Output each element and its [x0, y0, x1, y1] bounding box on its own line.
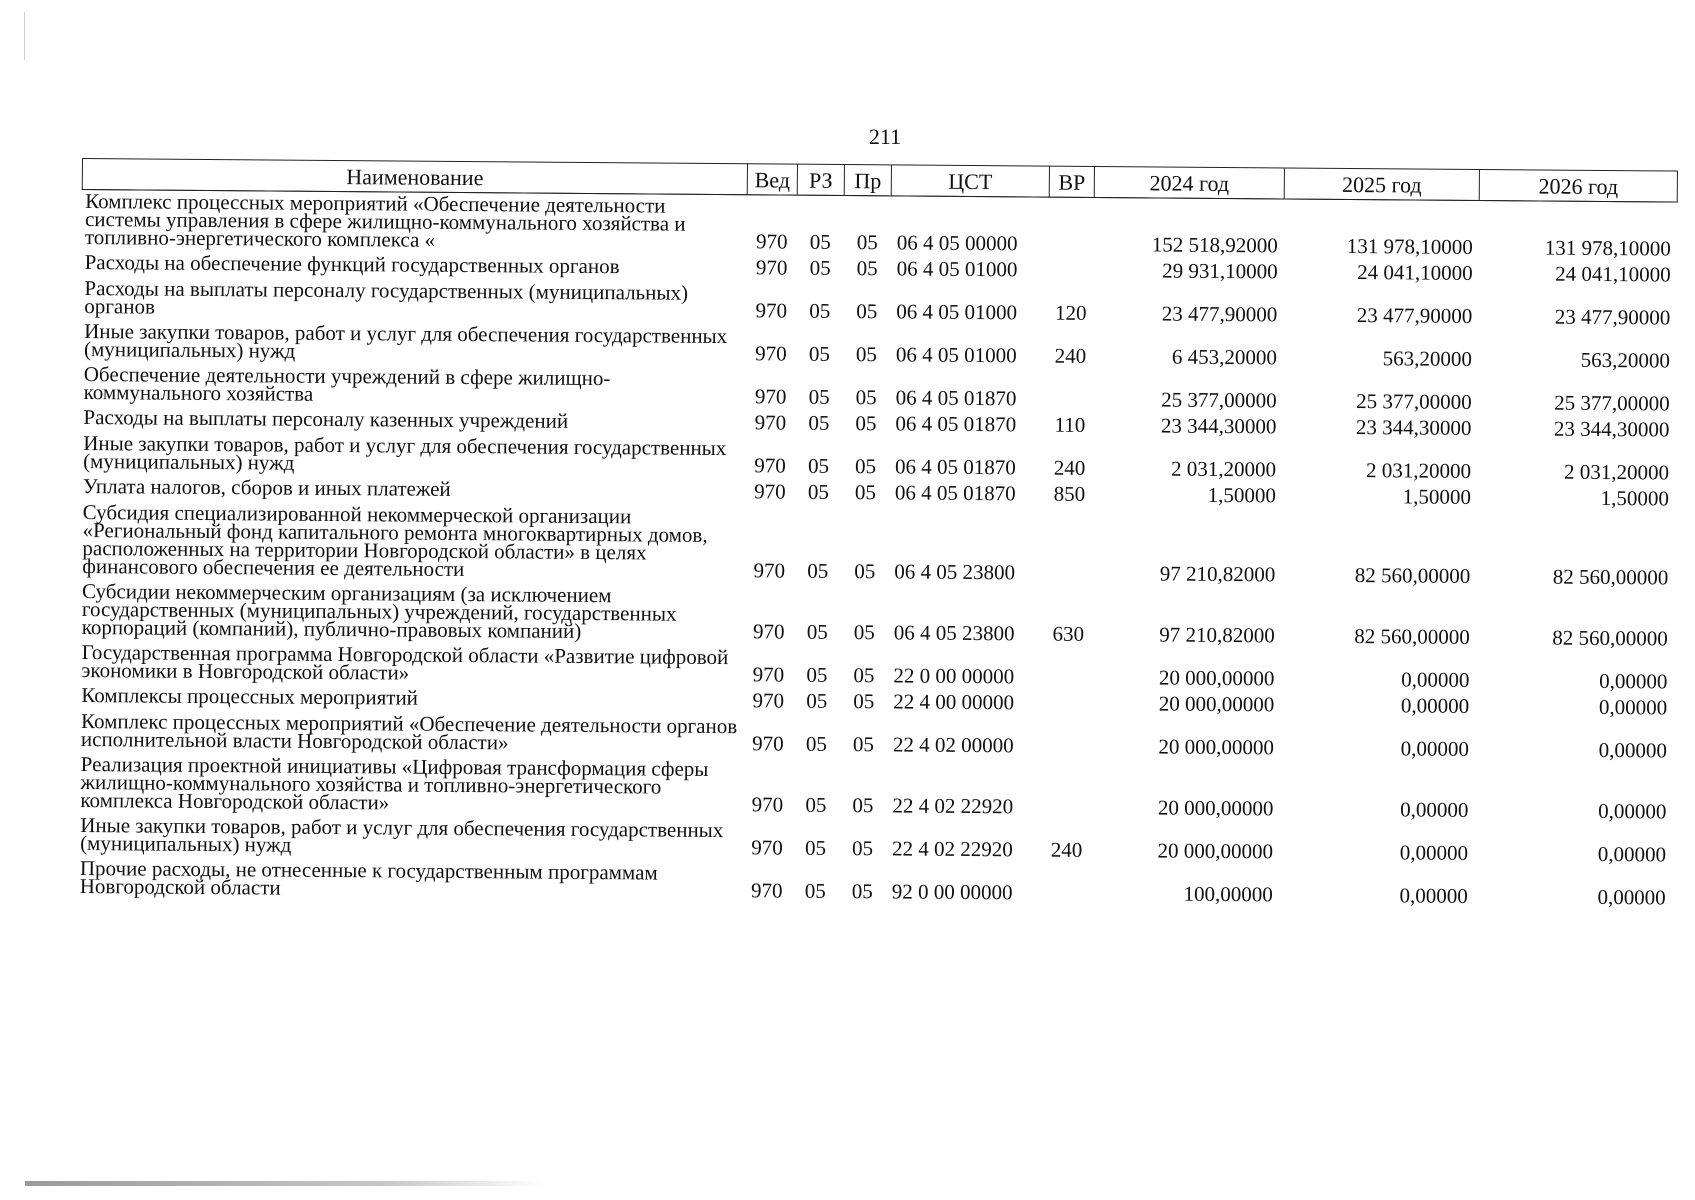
cell-y2026: 0,00000 [1597, 884, 1666, 910]
cell-rz: 05 [806, 619, 828, 644]
cell-ved: 970 [750, 878, 783, 903]
cell-y2025: 2 031,20000 [1365, 458, 1472, 483]
cell-y2024: 20 000,00000 [1158, 691, 1275, 717]
cell-ved: 970 [755, 255, 788, 280]
cell-y2025: 0,00000 [1399, 840, 1469, 865]
cell-y2026: 563,20000 [1580, 347, 1671, 373]
cell-cst: 22 4 02 22920 [892, 793, 1014, 819]
cell-name: Расходы на обеспечение функций государственных органов [84, 250, 620, 279]
cell-name: Прочие расходы, не отнесенные к государственным программам Новгородской области [79, 856, 658, 900]
cell-cst: 06 4 05 23800 [893, 620, 1015, 646]
cell-pr: 05 [853, 689, 875, 714]
cell-pr: 05 [852, 793, 874, 818]
cell-cst: 22 4 02 00000 [892, 732, 1014, 758]
cell-vr: 120 [1054, 300, 1087, 325]
cell-cst: 06 4 05 23800 [894, 559, 1016, 585]
cell-pr: 05 [852, 732, 875, 757]
cell-rz: 05 [809, 298, 831, 323]
cell-name: Иные закупки товаров, работ и услуг для обеспечения государственных (муниципальных) нужд [80, 813, 724, 857]
cell-ved: 970 [751, 835, 783, 860]
cell-rz: 05 [805, 835, 827, 860]
header-rz: РЗ [797, 164, 844, 195]
cell-ved: 970 [752, 731, 784, 756]
table-row [79, 501, 1675, 593]
cell-pr: 05 [855, 454, 877, 479]
cell-y2025: 25 377,00000 [1356, 389, 1472, 414]
cell-y2025: 0,00000 [1400, 736, 1469, 761]
cell-y2026: 24 041,10000 [1555, 261, 1671, 287]
cell-cst: 06 4 05 01870 [895, 454, 1016, 480]
cell-name: Государственная программа Новгородской области «Развитие цифровой экономики в Новгородской области» [81, 640, 729, 685]
cell-y2026: 131 978,10000 [1544, 235, 1671, 261]
cell-pr: 05 [855, 342, 878, 367]
cell-y2025: 0,00000 [1399, 883, 1468, 908]
cell-vr [1045, 718, 1090, 761]
cell-y2024: 20 000,00000 [1158, 665, 1275, 691]
cell-name: Уплата налогов, сборов и иных платежей [82, 474, 451, 501]
cell-y2024: 6 453,20000 [1171, 344, 1278, 370]
cell-y2026: 0,00000 [1598, 737, 1667, 763]
cell-vr: 850 [1053, 481, 1086, 506]
cell-vr [1044, 865, 1089, 908]
cell-vr [1046, 509, 1092, 588]
header-2026: 2026 год [1479, 169, 1677, 202]
cell-pr: 05 [852, 836, 874, 861]
cell-ved: 970 [752, 688, 785, 713]
cell-y2026: 0,00000 [1598, 694, 1668, 720]
cell-y2024: 100,00000 [1183, 881, 1273, 907]
cell-rz: 05 [804, 878, 826, 903]
cell-pr: 05 [854, 480, 876, 505]
header-ved: Вед [747, 164, 797, 195]
cell-rz: 05 [807, 479, 829, 504]
cell-cst: 22 4 02 22920 [892, 836, 1013, 862]
cell-vr [1044, 761, 1089, 822]
cell-name: Иные закупки товаров, работ и услуг для обеспечения государственных (муниципальных) нужд [83, 431, 727, 475]
cell-vr [1045, 692, 1090, 718]
cell-vr [1045, 649, 1090, 692]
cell-rz: 05 [808, 410, 830, 435]
cell-rz: 05 [805, 792, 827, 817]
cell-rz: 05 [806, 688, 828, 713]
cell-vr: 240 [1050, 837, 1083, 862]
cell-y2025: 563,20000 [1382, 346, 1473, 371]
cell-cst: 22 4 00 00000 [893, 689, 1015, 715]
cell-rz: 05 [808, 341, 831, 366]
scan-edge-mark [24, 12, 25, 60]
cell-cst: 92 0 00 00000 [891, 879, 1013, 905]
cell-name: Субсидии некоммерческим организациям (за исключением государственных (муниципальных) учреждений, государственных корпораций (компаний), публично-правовых компаний) [81, 579, 677, 643]
cell-y2026: 82 560,00000 [1552, 564, 1669, 590]
cell-name: Комплекс процессных мероприятий «Обеспечение деятельности органов исполнительной власти Новгородской области» [80, 709, 738, 755]
cell-rz: 05 [809, 255, 831, 280]
cell-rz: 05 [805, 731, 828, 756]
header-name: Наименование [82, 159, 747, 195]
cell-pr: 05 [856, 299, 878, 324]
cell-name: Комплексы процессных мероприятий [81, 683, 419, 710]
cell-y2024: 97 210,82000 [1159, 622, 1275, 648]
cell-ved: 970 [753, 558, 786, 583]
cell-y2025: 24 041,10000 [1357, 260, 1473, 285]
budget-table-sheet [76, 158, 1677, 913]
page-number: 211 [868, 124, 902, 149]
cell-ved: 970 [752, 619, 785, 644]
cell-name: Субсидия специализированной некоммерческой организации «Региональный фонд капитального ремонта многоквартирных домов, расположенных на территории Новгородской области» в целях финансового обеспечения ее деятельности [82, 500, 708, 582]
cell-vr [1049, 197, 1094, 259]
cell-rz: 05 [806, 662, 828, 687]
cell-y2024: 29 931,10000 [1162, 258, 1278, 284]
cell-y2024: 2 031,20000 [1171, 456, 1277, 482]
cell-name: Расходы на выплаты персоналу государственных (муниципальных) органов [84, 276, 689, 319]
header-2025: 2025 год [1284, 168, 1479, 201]
cell-ved: 970 [754, 479, 786, 504]
cell-name: Обеспечение деятельности учреждений в сфере жилищно-коммунального хозяйства [83, 362, 611, 406]
cell-pr: 05 [855, 385, 877, 410]
cell-pr: 05 [853, 620, 875, 645]
cell-y2026: 0,00000 [1599, 668, 1668, 694]
cell-name: Расходы на выплаты персоналу казенных учреждений [83, 405, 569, 433]
budget-table [76, 158, 1678, 913]
cell-ved: 970 [751, 792, 784, 817]
cell-y2024: 1,50000 [1207, 482, 1276, 508]
cell-y2025: 0,00000 [1400, 693, 1470, 718]
cell-cst: 06 4 05 01000 [895, 342, 1017, 368]
cell-pr: 05 [856, 230, 878, 255]
cell-pr: 05 [855, 411, 877, 436]
cell-y2026: 0,00000 [1598, 798, 1667, 824]
cell-pr: 05 [851, 879, 873, 904]
cell-cst: 06 4 05 01000 [896, 256, 1018, 282]
cell-ved: 970 [752, 662, 785, 687]
cell-vr: 240 [1053, 455, 1086, 480]
cell-y2025: 82 560,00000 [1354, 563, 1471, 588]
cell-ved: 970 [754, 453, 786, 478]
header-pr: Пр [844, 164, 891, 195]
cell-y2024: 20 000,00000 [1157, 795, 1274, 821]
cell-y2025: 1,50000 [1402, 484, 1471, 509]
cell-rz: 05 [807, 558, 829, 583]
cell-cst: 06 4 05 01870 [895, 385, 1017, 411]
cell-ved: 970 [754, 410, 787, 435]
cell-y2024: 20 000,00000 [1158, 734, 1275, 760]
cell-pr: 05 [853, 663, 875, 688]
cell-y2025: 23 477,90000 [1356, 303, 1473, 328]
cell-y2025: 0,00000 [1400, 797, 1469, 822]
cell-y2026: 2 031,20000 [1563, 459, 1670, 485]
cell-name: Реализация проектной инициативы «Цифровая трансформация сферы жилищно-коммунального хозяйства и топливно-энергетического комплекса Новгородской области» [80, 752, 709, 815]
cell-vr: 110 [1054, 412, 1086, 437]
cell-y2024: 97 210,82000 [1159, 561, 1276, 587]
cell-cst: 06 4 05 01870 [895, 411, 1017, 437]
cell-ved: 970 [754, 384, 787, 409]
scan-artifact-line [25, 1181, 545, 1186]
cell-cst: 06 4 05 00000 [896, 230, 1018, 256]
header-vr: ВР [1049, 166, 1094, 197]
cell-y2026: 23 344,30000 [1553, 416, 1670, 442]
cell-y2024: 23 344,30000 [1160, 413, 1277, 439]
cell-y2026: 0,00000 [1597, 841, 1667, 867]
cell-cst: 06 4 05 01870 [894, 480, 1016, 506]
cell-vr [1049, 259, 1094, 285]
cell-y2026: 23 477,90000 [1554, 304, 1671, 330]
cell-y2024: 23 477,90000 [1161, 301, 1278, 327]
cell-cst: 06 4 05 01000 [896, 299, 1018, 325]
cell-cst: 22 0 00 00000 [893, 663, 1015, 689]
header-cst: ЦСТ [891, 165, 1049, 197]
cell-y2026: 25 377,00000 [1554, 390, 1670, 416]
cell-y2024: 152 518,92000 [1151, 232, 1278, 258]
cell-name: Иные закупки товаров, работ и услуг для обеспечения государственных (муниципальных) нужд [83, 319, 728, 363]
cell-y2025: 0,00000 [1401, 667, 1470, 692]
table-body [77, 190, 1678, 913]
cell-y2026: 82 560,00000 [1552, 625, 1668, 651]
cell-rz: 05 [809, 229, 831, 254]
cell-y2026: 1,50000 [1600, 485, 1669, 511]
cell-vr: 630 [1052, 621, 1085, 646]
cell-vr [1048, 371, 1093, 414]
cell-pr: 05 [856, 256, 878, 281]
cell-y2024: 25 377,00000 [1161, 387, 1277, 413]
cell-ved: 970 [755, 298, 788, 323]
cell-vr: 240 [1054, 343, 1087, 368]
cell-rz: 05 [808, 384, 830, 409]
cell-y2025: 23 344,30000 [1355, 415, 1472, 440]
cell-y2025: 131 978,10000 [1346, 233, 1473, 259]
header-2024: 2024 год [1094, 166, 1284, 198]
cell-pr: 05 [854, 559, 876, 584]
cell-ved: 970 [755, 341, 787, 366]
cell-ved: 970 [756, 229, 788, 254]
cell-name: Комплекс процессных мероприятий «Обеспечение деятельности системы управления в сфере жилищно-коммунального хозяйства и топливно-энергетического комплекса « [84, 189, 686, 252]
cell-y2024: 20 000,00000 [1157, 838, 1274, 864]
cell-y2025: 82 560,00000 [1354, 624, 1470, 649]
cell-rz: 05 [808, 453, 830, 478]
